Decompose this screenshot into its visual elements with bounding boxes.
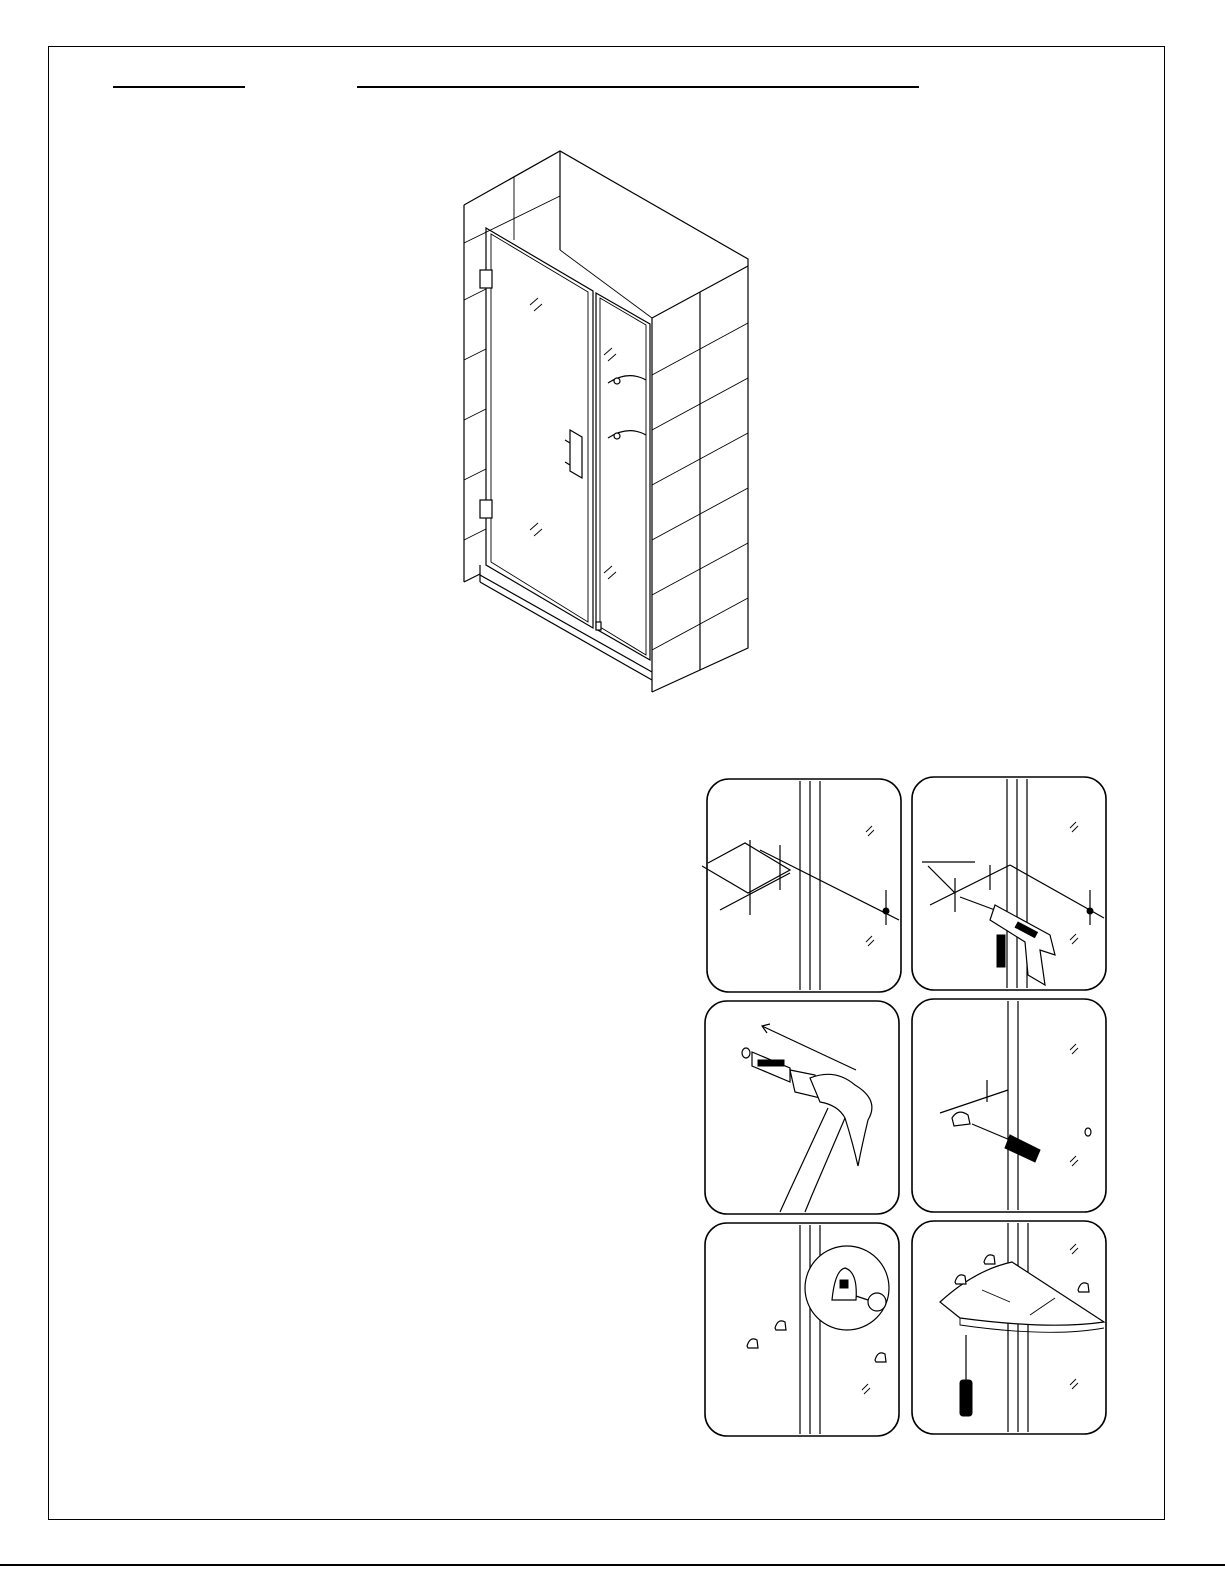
footer-rule [0,1564,1225,1566]
